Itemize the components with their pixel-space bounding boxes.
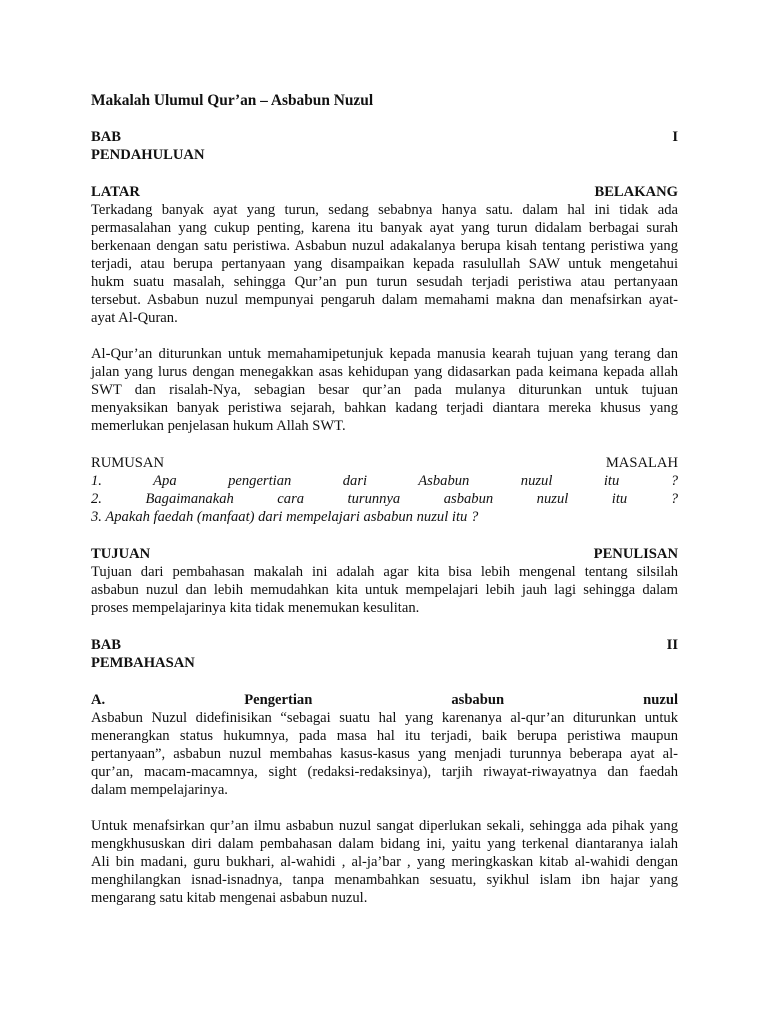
bab-2-label: BAB	[91, 637, 122, 653]
document-page	[91, 92, 678, 907]
latar-belakang-heading	[91, 183, 678, 201]
spacer	[91, 799, 678, 817]
tujuan-paragraph	[91, 563, 678, 617]
tafsir-paragraph	[91, 817, 678, 907]
paragraph-line: Tujuan dari pembahasan makalah ini adalah agar kita bisa lebih mengenal tentang silsilah	[91, 564, 678, 580]
rumusan-heading-right: MASALAH	[605, 455, 678, 471]
tujuan-heading-left: TUJUAN	[91, 546, 151, 562]
paragraph-line: asbabun nuzul dan lebih memudahkan kita untuk mempelajari lebih jauh lagi sehingga dalam	[91, 582, 678, 598]
bab-1-header	[91, 128, 678, 146]
paragraph-line: dalam mempelajarinya.	[91, 782, 228, 798]
paragraph-line: Ali bin madani, guru bukhari, al-wahidi , al-ja’bar , yang meringkaskan kitab al-wahidi dengan	[91, 854, 678, 870]
rumusan-masalah-heading	[91, 454, 678, 472]
paragraph-line: tersebut. Asbabun nuzul mempunyai pengaruh dalam memahami makna dan menafsirkan ayat-	[91, 292, 678, 308]
paragraph-line: menerangkan status hukumnya, pada masa hal itu terjadi, baik berupa peristiwa maupun	[91, 728, 678, 744]
alquran-paragraph	[91, 345, 678, 435]
paragraph-line: menghilangkan isnad-isnadnya, tanpa menambahkan sesuatu, syikhul islam ibn hajar yang	[91, 872, 678, 888]
tujuan-penulisan-heading	[91, 545, 678, 563]
rumusan-heading-left: RUMUSAN	[91, 455, 164, 471]
list-item: 2. Bagaimanakah cara turunnya asbabun nuzul itu ?	[91, 491, 678, 507]
paragraph-line: pertanyaan”, asbabun nuzul membahas kasus-kasus yang menjadi turunnya beberapa ayat al-	[91, 746, 678, 762]
paragraph-line: proses mempelajarinya kita tidak menemukan kesulitan.	[91, 600, 420, 616]
paragraph-line: berkenaan dengan satu peristiwa. Asbabun nuzul adakalanya berupa kisah tentang peristiwa yang	[91, 238, 678, 254]
paragraph-line: hukm suatu masalah, sehingga Qur’an pun turun sesudah terjadi peristiwa atau pertanyaan	[91, 274, 678, 290]
paragraph-line: terjadi, atau berupa pertanyaan yang disampaikan kepada rasulullah SAW untuk mengetahui	[91, 256, 678, 272]
latar-belakang-paragraph	[91, 201, 678, 327]
paragraph-line: mengkhususkan diri dalam pembahasan dalam bidang ini, yaitu yang terkenal diantaranya ialah	[91, 836, 678, 852]
paragraph-line: Asbabun Nuzul didefinisikan “sebagai suatu hal yang karenanya al-qur’an diturunkan untuk	[91, 710, 678, 726]
paragraph-line: menyaksikan banyak peristiwa sejarah, bahkan kadang terjadi diantara mereka khusus yang	[91, 400, 678, 416]
list-item: 1. Apa pengertian dari Asbabun nuzul itu ?	[91, 473, 678, 489]
paragraph-line: SWT dan risalah-Nya, sebagian besar qur’an pada mulanya diturunkan untuk tujuan	[91, 382, 678, 398]
paragraph-line: mengarang satu kitab mengenai asbabun nuzul.	[91, 890, 368, 906]
paragraph-line: permasalahan yang cukup penting, karena itu banyak ayat yang turun didalam berbagai surah	[91, 220, 678, 236]
latar-heading-right: BELAKANG	[594, 184, 678, 200]
bab-2-number: II	[666, 637, 678, 653]
paragraph-line: qur’an, macam-macamnya, sight (redaksi-redaksinya), tarjih riwayat-riwayatnya dan faedah	[91, 764, 678, 780]
section-a-paragraph	[91, 709, 678, 799]
paragraph-line: memerlukan penjelasan hukum Allah SWT.	[91, 418, 346, 434]
section-a-heading: A. Pengertian asbabun nuzul	[91, 692, 678, 708]
bab-2-header	[91, 636, 678, 654]
rumusan-masalah-list	[91, 472, 678, 526]
bab-1-label: BAB	[91, 129, 122, 145]
paragraph-line: ayat Al-Quran.	[91, 310, 178, 326]
bab-2-heading: PEMBAHASAN	[91, 655, 195, 671]
bab-1-heading: PENDAHULUAN	[91, 147, 205, 163]
paragraph-line: Terkadang banyak ayat yang turun, sedang sebabnya hanya satu. dalam hal ini tidak ada	[91, 202, 678, 218]
list-item: 3. Apakah faedah (manfaat) dari mempelajari asbabun nuzul itu ?	[91, 509, 479, 525]
spacer	[91, 327, 678, 345]
latar-heading-left: LATAR	[91, 184, 140, 200]
paragraph-line: Untuk menafsirkan qur’an ilmu asbabun nuzul sangat diperlukan sekali, sehingga ada pihak yang	[91, 818, 678, 834]
bab-1-number: I	[672, 129, 678, 145]
paragraph-line: Al-Qur’an diturunkan untuk memahamipetunjuk kepada manusia kearah tujuan yang terang dan	[91, 346, 678, 362]
tujuan-heading-right: PENULISAN	[593, 546, 678, 562]
document-title: Makalah Ulumul Qur’an – Asbabun Nuzul	[91, 92, 374, 109]
paragraph-line: jalan yang lurus dengan menegakkan asas kehidupan yang didasarkan pada keimana kepada allah	[91, 364, 678, 380]
